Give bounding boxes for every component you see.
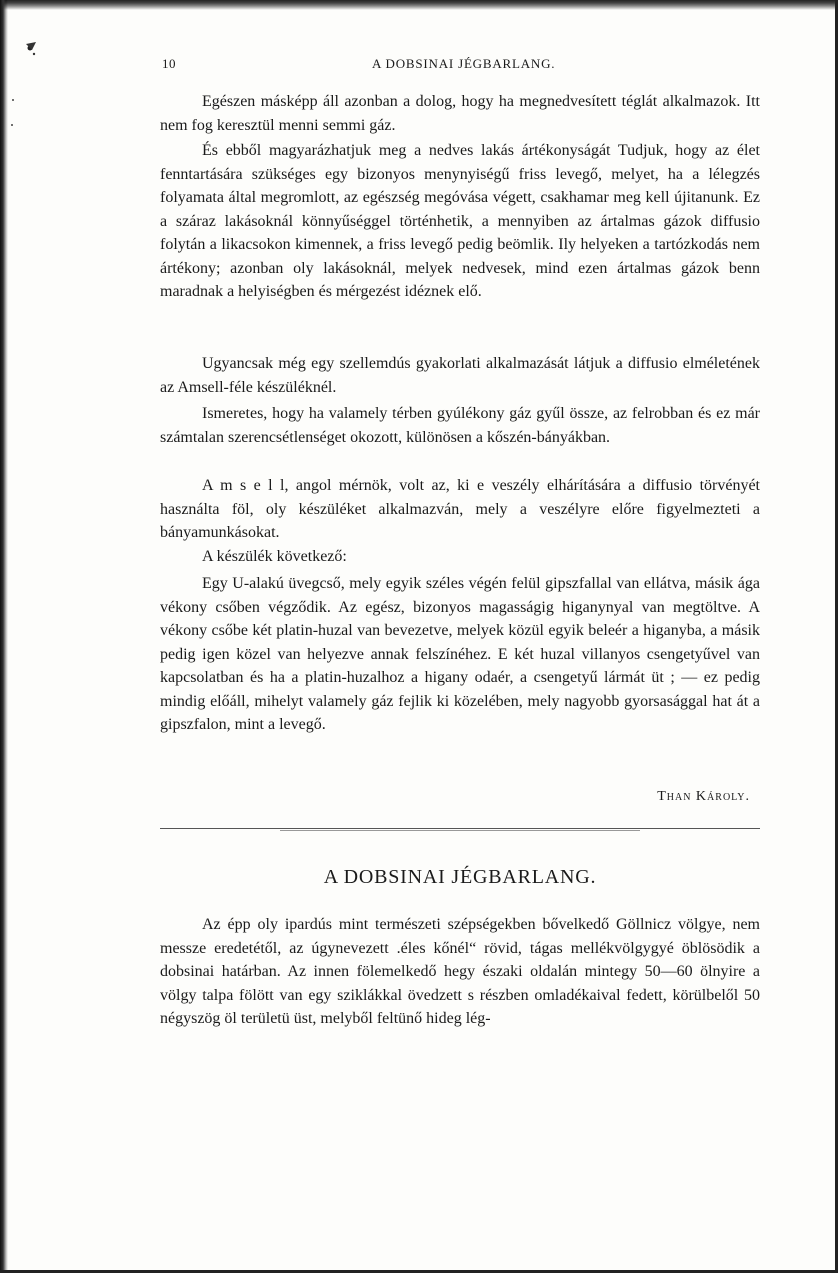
section-divider (160, 828, 760, 829)
paragraph: Ugyancsak még egy szellemdús gyakorlati alkalmazását látjuk a diffusio elméletének az Amsell-féle készüléknél. (160, 355, 760, 396)
section-divider-secondary (280, 830, 640, 831)
paragraph: A m s e l l, angol mérnök, volt az, ki e veszély elhárítására a diffusio törvényét használta föl, oly készüléket alkalmazván, mely a veszélyre előre figyelmezteti a bányamunkásokat. (160, 477, 760, 541)
paragraph: Egy U-alakú üvegcső, mely egyik széles végén felül gipszfallal van ellátva, másik ága vékony csőben végződik. Az egész, bizonyos magasságig higanynyal van megtöltve. A vékony csőbe két platin-huzal van bevezetve, melyek közül egyik beleér a higanyba, a másik pedig igen közel van helyezve annak felszínéhez. E két huzal villanyos csengetyűvel van kapcsolatban és ha a platin-huzalhoz a higany odaér, a csengetyű lármát üt ; — ez pedig mindig előáll, mihelyt valamely gáz fejlik ki közelében, mely nagyobb gyorsasággal hat át a gipszfalon, mint a levegő. (160, 575, 760, 733)
paragraph: És ebből magyarázhatjuk meg a nedves lakás ártékonyságát Tudjuk, hogy az élet fenntartására szükséges egy bizonyos menynyiségű friss levegő, melyet, ha a lélegzés folyamata által megromlott, az egészség megóvása végett, csakhamar meg kell újitanunk. Ez a száraz lakásoknál könnyűséggel történhetik, a mennyiben az ártalmas gázok diffusio folytán a likacsokon kimennek, a friss levegő pedig beömlik. Ily helyeken a tartózkodás nem ártékony; azonban oly lakásoknál, melyek nedvesek, mind ezen ártalmas gázok benn maradnak a helyiségben és mérgezést idéznek elő. (160, 142, 760, 300)
section-title: A DOBSINAI JÉGBARLANG. (323, 866, 597, 888)
running-title: A DOBSINAI JÉGBARLANG. (372, 56, 556, 71)
paragraph: Egészen másképp áll azonban a dolog, hogy ha megnedvesített téglát alkalmazok. Itt nem fog keresztül menni semmi gáz. (160, 93, 760, 134)
scan-border-left (0, 0, 8, 1273)
paragraph: Ismeretes, hogy ha valamely térben gyúlékony gáz gyűl össze, az felrobban és ez már számtalan szerencsétlenséget okozott, különösen a kőszén-bányákban. (160, 405, 760, 446)
running-head (162, 56, 762, 76)
scan-specks (8, 40, 38, 140)
page-number: 10 (162, 56, 176, 71)
scan-border-top (0, 0, 838, 10)
paragraph: A készülék következő: (202, 548, 347, 565)
author-signature: Than Károly. (657, 789, 750, 804)
paragraph: Az épp oly ipardús mint természeti szépségekben bővelkedő Göllnicz völgye, nem messze eredetétől, az úgynevezett .éles kőnél“ rövid, tágas mellékvölgygyé öblösödik a dobsinai határban. Az innen fölemelkedő hegy északi oldalán mintegy 50—60 ölnyire a völgy talpa fölött van egy sziklákkal övedzett s részben omladékaival fedett, körülbelől 50 négyszög öl területü üst, melyből feltünő hideg lég- (160, 916, 760, 1027)
